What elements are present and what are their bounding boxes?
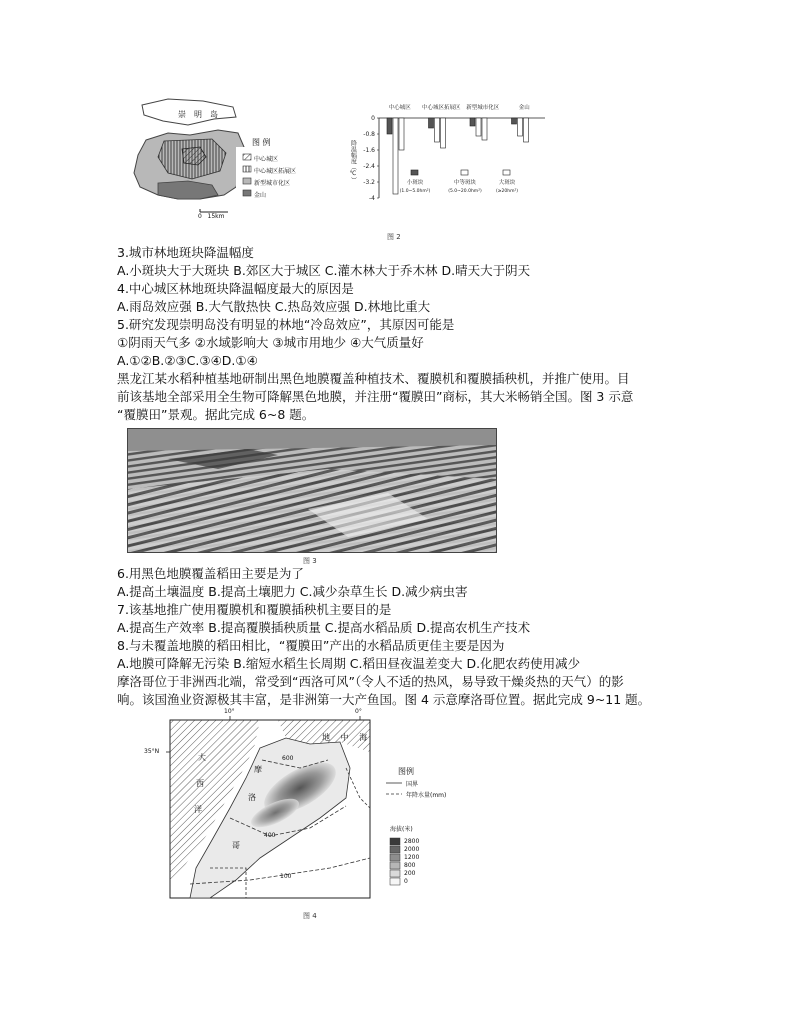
bar xyxy=(393,118,398,194)
bar xyxy=(387,118,392,134)
legend-item-central: 中心城区 xyxy=(254,156,279,163)
passage3-line2: 响。该国渔业资源极其丰富，是非洲第一大产鱼国。图 4 示意摩洛哥位置。据此完成 9~11 题。 xyxy=(117,692,651,707)
legend-item-jinshan: 金山 xyxy=(254,192,267,199)
legend-range: (≥20hm²) xyxy=(495,189,519,194)
passage2-line3: “覆膜田”景观。据此完成 6~8 题。 xyxy=(117,407,315,422)
category-label: 中心城区 xyxy=(388,105,411,111)
bar xyxy=(512,118,517,124)
y-tick-label: -1.6 xyxy=(363,147,375,154)
lon-label-10w: 10° xyxy=(224,708,235,715)
passage3-line1: 摩洛哥位于非洲西北端，常受到“西洛可风”（令人不适的热风，易导致干燥炎热的天气）的影 xyxy=(117,674,624,689)
fig2-caption: 图 2 xyxy=(387,233,401,241)
bar xyxy=(518,118,523,136)
legend-range: (1.0~5.0hm²) xyxy=(399,189,431,194)
q5-items: ①阴雨天气多 ②水域影响大 ③城市用地少 ④大气质量好 xyxy=(117,335,424,350)
fig2-map xyxy=(128,95,338,225)
bar xyxy=(476,118,481,136)
category-label: 中心城区拓展区 xyxy=(421,105,461,111)
island-label: 崇明岛 xyxy=(178,110,226,119)
category-label: 金山 xyxy=(518,105,530,111)
fig4-caption: 图 4 xyxy=(303,912,317,920)
bar xyxy=(441,118,446,148)
ocean-label-3: 洋 xyxy=(194,805,202,814)
bar xyxy=(524,118,529,142)
legend-range: (5.0~20.0hm²) xyxy=(448,189,482,194)
y-tick-label: -2.4 xyxy=(363,163,375,170)
elev-0: 0 xyxy=(404,878,408,885)
ocean-label-2: 西 xyxy=(196,779,204,788)
lon-label-0: 0° xyxy=(355,708,362,715)
y-tick-label: -4 xyxy=(369,195,375,202)
map-legend-title: 图 例 xyxy=(252,138,271,147)
legend-item-extension: 中心城区拓展区 xyxy=(254,168,297,175)
fig3-caption: 图 3 xyxy=(303,557,317,565)
q5-options: A.①②B.②③C.③④D.①④ xyxy=(117,353,258,368)
ocean-label-1: 大 xyxy=(198,753,206,762)
y-tick-label: 0 xyxy=(371,115,375,122)
y-tick-label: -0.8 xyxy=(363,131,375,138)
country-label-2: 洛 xyxy=(248,793,256,802)
q8-stem: 8.与未覆盖地膜的稻田相比，“覆膜田”产出的水稻品质更佳主要是因为 xyxy=(117,638,505,653)
legend-swatch xyxy=(503,170,510,175)
elev-2000: 2000 xyxy=(404,846,420,853)
elev-800: 800 xyxy=(404,862,416,869)
q3-stem: 3.城市林地斑块降温幅度 xyxy=(117,245,254,260)
q5-stem: 5.研究发现崇明岛没有明显的林地“冷岛效应”，其原因可能是 xyxy=(117,317,455,332)
elev-2800: 2800 xyxy=(404,838,420,845)
fig3-photo xyxy=(127,428,497,553)
elev-200: 200 xyxy=(404,870,416,877)
fig4-map xyxy=(144,708,490,918)
q8-options: A.地膜可降解无污染 B.缩短水稻生长周期 C.稻田昼夜温差变大 D.化肥农药使用减少 xyxy=(117,656,581,671)
legend-elev-title: 海拔(米) xyxy=(390,826,413,833)
bar xyxy=(429,118,434,128)
legend-item-new-urban: 新型城市化区 xyxy=(254,180,291,187)
country-label-3: 哥 xyxy=(232,841,240,850)
isohyet-100: 100 xyxy=(280,873,292,880)
legend-border-label: 国界 xyxy=(406,781,419,788)
passage2-line2: 前该基地全部采用全生物可降解黑色地膜，并注册“覆膜田”商标，其大米畅销全国。图 3 示意 xyxy=(117,389,634,404)
q7-stem: 7.该基地推广使用覆膜机和覆膜插秧机主要目的是 xyxy=(117,602,392,617)
isohyet-400: 400 xyxy=(264,832,276,839)
legend-swatch xyxy=(461,170,468,175)
bar xyxy=(435,118,440,142)
scale-label: 0 15km xyxy=(198,213,225,220)
q4-stem: 4.中心城区林地斑块降温幅度最大的原因是 xyxy=(117,281,354,296)
legend-isohyet-label: 年降水量(mm) xyxy=(406,792,447,799)
rice-field-photo-svg xyxy=(128,429,496,552)
y-axis-label: 降温幅度（℃） xyxy=(349,140,357,183)
bar xyxy=(399,118,404,150)
q3-options: A.小斑块大于大斑块 B.郊区大于城区 C.灌木林大于乔木林 D.晴天大于阴天 xyxy=(117,263,531,278)
q6-options: A.提高土壤温度 B.提高土壤肥力 C.减少杂草生长 D.减少病虫害 xyxy=(117,584,468,599)
country-label-1: 摩 xyxy=(254,765,262,774)
legend-name: 大斑块 xyxy=(498,180,516,186)
q6-stem: 6.用黑色地膜覆盖稻田主要是为了 xyxy=(117,566,304,581)
y-tick-label: -3.2 xyxy=(363,179,375,186)
isohyet-600: 600 xyxy=(282,755,294,762)
legend-swatch xyxy=(411,170,418,175)
fig4-legend-title: 图例 xyxy=(398,767,414,776)
q7-options: A.提高生产效率 B.提高覆膜插秧质量 C.提高水稻品质 D.提高农机生产技术 xyxy=(117,620,531,635)
bar xyxy=(470,118,475,126)
shanghai-map-svg xyxy=(128,95,338,225)
passage2-line1: 黑龙江某水稻种植基地研制出黑色地膜覆盖种植技术、覆膜机和覆膜插秧机，并推广使用。目 xyxy=(117,371,630,386)
category-label: 新型城市化区 xyxy=(466,105,500,111)
elev-1200: 1200 xyxy=(404,854,420,861)
cooling-bar-chart xyxy=(345,100,550,208)
lat-label-35n: 35°N xyxy=(144,748,160,755)
legend-name: 中等斑块 xyxy=(453,180,477,186)
q4-options: A.雨岛效应强 B.大气散热快 C.热岛效应强 D.林地比重大 xyxy=(117,299,431,314)
fig2-chart xyxy=(345,100,550,208)
legend-name: 小斑块 xyxy=(406,180,424,186)
bar xyxy=(482,118,487,140)
sea-label: 地 中 海 xyxy=(322,733,372,742)
